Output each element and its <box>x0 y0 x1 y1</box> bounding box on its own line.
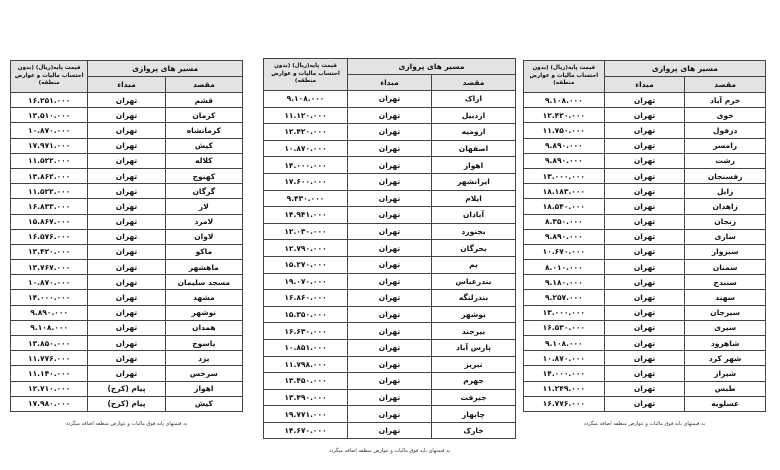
table-row <box>524 275 766 290</box>
fare-table-panel-left <box>10 60 243 427</box>
table-row <box>264 323 516 340</box>
destination-cell: آبادان <box>432 207 516 224</box>
price-cell: ۸.۰۱۰.۰۰۰ <box>524 260 605 275</box>
price-cell: ۹.۸۹۰.۰۰۰ <box>524 153 605 168</box>
destination-cell: دزفول <box>685 123 766 138</box>
destination-cell: قشم <box>165 93 242 108</box>
price-cell: ۱۵.۳۵۰.۰۰۰ <box>264 306 348 323</box>
price-cell: ۱۲.۴۲۰.۰۰۰ <box>524 108 605 123</box>
footnote: به قیمتهای پایه فوق مالیات و عوارض منطقه اضافه میگردد <box>583 420 706 427</box>
price-cell: ۱۷.۹۸۰.۰۰۰ <box>11 396 88 411</box>
table-row <box>524 244 766 259</box>
destination-cell: چابهار <box>432 406 516 423</box>
price-cell: ۱۳.۸۶۲.۰۰۰ <box>11 168 88 183</box>
route-header: مسیر های پروازی <box>604 61 765 77</box>
origin-cell: تهران <box>604 336 685 351</box>
origin-cell: تهران <box>604 290 685 305</box>
price-cell: ۱۴.۹۴۱.۰۰۰ <box>264 207 348 224</box>
origin-cell: تهران <box>604 244 685 259</box>
destination-cell: مسجد سلیمان <box>165 275 242 290</box>
origin-cell: تهران <box>348 373 432 390</box>
destination-cell: ساری <box>685 229 766 244</box>
table-row <box>524 108 766 123</box>
table-row <box>524 153 766 168</box>
origin-cell: تهران <box>348 140 432 157</box>
origin-cell: تهران <box>604 366 685 381</box>
origin-cell: تهران <box>88 138 165 153</box>
table-row <box>264 306 516 323</box>
destination-header: مقصد <box>432 75 516 91</box>
table-row <box>524 199 766 214</box>
table-row <box>524 305 766 320</box>
destination-cell: لامرد <box>165 214 242 229</box>
table-row <box>524 168 766 183</box>
destination-cell: سیری <box>685 320 766 335</box>
table-row <box>264 124 516 141</box>
price-cell: ۱۴.۰۰۰.۰۰۰ <box>524 366 605 381</box>
destination-cell: شاهرود <box>685 336 766 351</box>
origin-cell: تهران <box>348 273 432 290</box>
origin-cell: تهران <box>348 356 432 373</box>
destination-cell: سهند <box>685 290 766 305</box>
destination-cell: سبزوار <box>685 244 766 259</box>
destination-cell: اراک <box>432 91 516 108</box>
price-cell: ۱۶.۵۷۶.۰۰۰ <box>11 229 88 244</box>
origin-cell: تهران <box>348 389 432 406</box>
table-row <box>524 351 766 366</box>
origin-cell: تهران <box>88 244 165 259</box>
table-row <box>524 320 766 335</box>
price-cell: ۱۵.۲۷۰.۰۰۰ <box>264 256 348 273</box>
origin-cell: تهران <box>88 229 165 244</box>
origin-cell: تهران <box>604 93 685 108</box>
price-cell: ۱۰.۶۷۰.۰۰۰ <box>524 244 605 259</box>
table-row <box>11 184 243 199</box>
origin-cell: تهران <box>604 138 685 153</box>
price-cell: ۱۳.۵۱۰.۰۰۰ <box>11 108 88 123</box>
table-row <box>264 356 516 373</box>
price-cell: ۹.۱۸۰.۰۰۰ <box>524 275 605 290</box>
price-cell: ۱۶.۸۶۰.۰۰۰ <box>264 290 348 307</box>
table-row <box>11 351 243 366</box>
price-cell: ۱۳.۴۲۰.۰۰۰ <box>11 244 88 259</box>
price-cell: ۱۱.۵۲۲.۰۰۰ <box>11 153 88 168</box>
destination-cell: سمنان <box>685 260 766 275</box>
origin-cell: پیام (کرج) <box>88 396 165 411</box>
table-row <box>524 93 766 108</box>
fare-table <box>10 60 243 412</box>
origin-cell: تهران <box>604 351 685 366</box>
origin-cell: تهران <box>348 256 432 273</box>
price-cell: ۱۲.۴۲۰.۰۰۰ <box>264 124 348 141</box>
destination-cell: ایرانشهر <box>432 173 516 190</box>
destination-cell: ایلام <box>432 190 516 207</box>
destination-cell: کهنوج <box>165 168 242 183</box>
table-row <box>524 381 766 396</box>
table-row <box>264 389 516 406</box>
price-cell: ۱۳.۴۵۰.۰۰۰ <box>264 373 348 390</box>
destination-header: مقصد <box>165 77 242 93</box>
price-cell: ۹.۱۰۸.۰۰۰ <box>524 336 605 351</box>
destination-cell: اردبیل <box>432 107 516 124</box>
price-cell: ۱۰.۸۷۰.۰۰۰ <box>11 123 88 138</box>
price-cell: ۹.۸۹۰.۰۰۰ <box>11 305 88 320</box>
price-cell: ۱۲.۷۹۰.۰۰۰ <box>264 240 348 257</box>
price-header: قیمت پایه(ریال) (بدون احتساب مالیات و عوارض منطقه) <box>264 59 348 91</box>
price-cell: ۱۱.۲۴۹.۰۰۰ <box>524 381 605 396</box>
price-cell: ۱۸.۵۴۰.۰۰۰ <box>524 199 605 214</box>
table-row <box>264 207 516 224</box>
table-row <box>264 173 516 190</box>
price-cell: ۸.۳۵۰.۰۰۰ <box>524 214 605 229</box>
table-row <box>11 93 243 108</box>
table-row <box>11 275 243 290</box>
price-cell: ۹.۸۹۰.۰۰۰ <box>524 229 605 244</box>
table-row <box>11 336 243 351</box>
table-row <box>11 153 243 168</box>
price-cell: ۱۵.۸۶۷.۰۰۰ <box>11 214 88 229</box>
destination-cell: خوی <box>685 108 766 123</box>
table-row <box>11 229 243 244</box>
destination-cell: بیرجند <box>432 323 516 340</box>
destination-cell: ماکو <box>165 244 242 259</box>
origin-cell: تهران <box>604 381 685 396</box>
table-row <box>11 244 243 259</box>
price-cell: ۱۳.۰۰۰.۰۰۰ <box>524 168 605 183</box>
table-row <box>11 305 243 320</box>
price-cell: ۱۷.۶۰۰.۰۰۰ <box>264 173 348 190</box>
table-row <box>11 123 243 138</box>
destination-cell: جیرفت <box>432 389 516 406</box>
table-row <box>524 184 766 199</box>
origin-cell: تهران <box>348 339 432 356</box>
destination-cell: پارس آباد <box>432 339 516 356</box>
destination-cell: ماهشهر <box>165 260 242 275</box>
price-cell: ۹.۴۳۰.۰۰۰ <box>264 190 348 207</box>
table-row <box>264 406 516 423</box>
table-row <box>11 138 243 153</box>
price-header: قیمت پایه(ریال) (بدون احتساب مالیات و عوارض منطقه) <box>11 61 88 93</box>
origin-cell: تهران <box>604 199 685 214</box>
destination-cell: بوشهر <box>432 306 516 323</box>
price-cell: ۱۰.۸۷۰.۰۰۰ <box>264 140 348 157</box>
price-cell: ۱۱.۷۷۶.۰۰۰ <box>11 351 88 366</box>
destination-cell: خارک <box>432 422 516 439</box>
origin-cell: تهران <box>88 123 165 138</box>
table-row <box>264 240 516 257</box>
origin-cell: تهران <box>348 190 432 207</box>
table-row <box>11 260 243 275</box>
table-row <box>524 260 766 275</box>
destination-cell: یاسوج <box>165 336 242 351</box>
origin-cell: تهران <box>604 168 685 183</box>
origin-cell: تهران <box>88 199 165 214</box>
destination-cell: بندرعباس <box>432 273 516 290</box>
origin-cell: تهران <box>88 153 165 168</box>
footnote: به قیمتهای پایه فوق مالیات و عوارض منطقه اضافه میگردد <box>65 420 188 427</box>
destination-cell: رامسر <box>685 138 766 153</box>
destination-cell: کرمانشاه <box>165 123 242 138</box>
origin-cell: تهران <box>604 260 685 275</box>
table-row <box>264 273 516 290</box>
destination-cell: کرمان <box>165 108 242 123</box>
table-row <box>524 123 766 138</box>
destination-cell: سرخس <box>165 366 242 381</box>
origin-cell: تهران <box>348 306 432 323</box>
table-row <box>524 366 766 381</box>
table-row <box>11 214 243 229</box>
price-cell: ۱۰.۸۷۰.۰۰۰ <box>11 275 88 290</box>
destination-cell: زابل <box>685 184 766 199</box>
price-cell: ۱۹.۰۷۰.۰۰۰ <box>264 273 348 290</box>
origin-cell: تهران <box>604 214 685 229</box>
table-row <box>11 290 243 305</box>
table-row <box>524 396 766 411</box>
table-row <box>524 138 766 153</box>
origin-header: مبداء <box>88 77 165 93</box>
destination-cell: بحرگان <box>432 240 516 257</box>
table-row <box>11 381 243 396</box>
fare-table <box>523 60 766 412</box>
origin-cell: تهران <box>348 240 432 257</box>
origin-cell: تهران <box>88 305 165 320</box>
destination-cell: نوشهر <box>165 305 242 320</box>
price-cell: ۱۶.۶۳۰.۰۰۰ <box>264 323 348 340</box>
origin-cell: تهران <box>88 320 165 335</box>
destination-cell: زنجان <box>685 214 766 229</box>
destination-cell: سیرجان <box>685 305 766 320</box>
route-header: مسیر های پروازی <box>88 61 243 77</box>
table-row <box>264 256 516 273</box>
destination-cell: اهواز <box>432 157 516 174</box>
destination-cell: بجنورد <box>432 223 516 240</box>
origin-cell: تهران <box>604 153 685 168</box>
destination-cell: اصفهان <box>432 140 516 157</box>
destination-cell: ارومیه <box>432 124 516 141</box>
origin-cell: تهران <box>604 320 685 335</box>
origin-cell: تهران <box>88 366 165 381</box>
price-header: قیمت پایه(ریال) (بدون احتساب مالیات و عوارض منطقه) <box>524 61 605 93</box>
destination-cell: تبریز <box>432 356 516 373</box>
price-cell: ۱۶.۵۳۰.۰۰۰ <box>524 320 605 335</box>
price-cell: ۹.۱۰۸.۰۰۰ <box>264 91 348 108</box>
table-row <box>11 396 243 411</box>
origin-cell: پیام (کرج) <box>88 381 165 396</box>
table-row <box>264 140 516 157</box>
table-row <box>264 157 516 174</box>
route-header: مسیر های پروازی <box>348 59 516 75</box>
fare-table-panel-middle <box>263 58 516 454</box>
price-cell: ۱۶.۷۷۶.۰۰۰ <box>524 396 605 411</box>
destination-cell: کیش <box>165 138 242 153</box>
destination-cell: کیش <box>165 396 242 411</box>
table-row <box>264 190 516 207</box>
table-row <box>264 373 516 390</box>
origin-cell: تهران <box>348 207 432 224</box>
destination-cell: لاوان <box>165 229 242 244</box>
table-row <box>264 290 516 307</box>
table-row <box>264 107 516 124</box>
origin-cell: تهران <box>604 275 685 290</box>
price-cell: ۱۷.۹۷۱.۰۰۰ <box>11 138 88 153</box>
price-cell: ۱۳.۰۰۰.۰۰۰ <box>524 305 605 320</box>
destination-cell: رشت <box>685 153 766 168</box>
price-cell: ۱۱.۱۲۰.۰۰۰ <box>264 107 348 124</box>
origin-cell: تهران <box>348 223 432 240</box>
destination-cell: اهواز <box>165 381 242 396</box>
price-cell: ۱۶.۲۵۱.۰۰۰ <box>11 93 88 108</box>
origin-cell: تهران <box>348 290 432 307</box>
price-cell: ۱۳.۷۶۷.۰۰۰ <box>11 260 88 275</box>
table-row <box>11 199 243 214</box>
destination-header: مقصد <box>685 77 766 93</box>
fare-table-panel-right <box>523 60 766 427</box>
origin-cell: تهران <box>604 184 685 199</box>
origin-cell: تهران <box>88 93 165 108</box>
origin-cell: تهران <box>604 396 685 411</box>
origin-cell: تهران <box>348 91 432 108</box>
origin-cell: تهران <box>88 108 165 123</box>
table-row <box>524 214 766 229</box>
origin-cell: تهران <box>348 124 432 141</box>
destination-cell: بم <box>432 256 516 273</box>
origin-cell: تهران <box>348 173 432 190</box>
table-row <box>11 320 243 335</box>
price-cell: ۱۱.۵۲۲.۰۰۰ <box>11 184 88 199</box>
destination-cell: یزد <box>165 351 242 366</box>
destination-cell: طبس <box>685 381 766 396</box>
origin-cell: تهران <box>88 351 165 366</box>
price-cell: ۹.۲۵۷.۰۰۰ <box>524 290 605 305</box>
price-cell: ۱۰.۸۷۰.۰۰۰ <box>524 351 605 366</box>
table-row <box>264 339 516 356</box>
price-cell: ۱۲.۷۱۰.۰۰۰ <box>11 381 88 396</box>
origin-cell: تهران <box>348 422 432 439</box>
origin-cell: تهران <box>604 123 685 138</box>
price-cell: ۱۸.۱۸۳.۰۰۰ <box>524 184 605 199</box>
destination-cell: شهر کرد <box>685 351 766 366</box>
table-row <box>11 366 243 381</box>
price-cell: ۱۶.۸۳۳.۰۰۰ <box>11 199 88 214</box>
destination-cell: خرم آباد <box>685 93 766 108</box>
price-cell: ۱۱.۷۵۰.۰۰۰ <box>524 123 605 138</box>
origin-cell: تهران <box>604 305 685 320</box>
table-row <box>264 422 516 439</box>
table-row <box>11 168 243 183</box>
fare-table-body <box>524 93 766 412</box>
destination-cell: جهرم <box>432 373 516 390</box>
price-cell: ۹.۱۰۸.۰۰۰ <box>524 93 605 108</box>
origin-cell: تهران <box>88 336 165 351</box>
origin-cell: تهران <box>348 323 432 340</box>
table-row <box>11 108 243 123</box>
footnote: به قیمتهای پایه فوق مالیات و عوارض منطقه اضافه میگردد <box>328 448 451 455</box>
price-cell: ۹.۸۹۰.۰۰۰ <box>524 138 605 153</box>
fare-table <box>263 58 516 439</box>
origin-cell: تهران <box>88 184 165 199</box>
destination-cell: عسلویه <box>685 396 766 411</box>
table-row <box>524 336 766 351</box>
table-row <box>524 229 766 244</box>
destination-cell: رفسنجان <box>685 168 766 183</box>
price-cell: ۱۴.۰۰۰.۰۰۰ <box>11 290 88 305</box>
price-cell: ۹.۱۰۸.۰۰۰ <box>11 320 88 335</box>
origin-cell: تهران <box>348 406 432 423</box>
destination-cell: گرگان <box>165 184 242 199</box>
fare-table-body <box>264 91 516 439</box>
table-row <box>264 223 516 240</box>
price-cell: ۱۱.۷۹۸.۰۰۰ <box>264 356 348 373</box>
price-cell: ۱۱.۱۴۰.۰۰۰ <box>11 366 88 381</box>
origin-cell: تهران <box>604 108 685 123</box>
fare-table-body <box>11 93 243 412</box>
price-cell: ۱۳.۴۹۰.۰۰۰ <box>264 389 348 406</box>
origin-header: مبداء <box>604 77 685 93</box>
origin-cell: تهران <box>88 290 165 305</box>
destination-cell: شیراز <box>685 366 766 381</box>
price-cell: ۱۴.۶۷۰.۰۰۰ <box>264 422 348 439</box>
origin-header: مبداء <box>348 75 432 91</box>
origin-cell: تهران <box>604 229 685 244</box>
price-cell: ۱۹.۷۷۱.۰۰۰ <box>264 406 348 423</box>
origin-cell: تهران <box>88 214 165 229</box>
destination-cell: مشهد <box>165 290 242 305</box>
origin-cell: تهران <box>348 107 432 124</box>
destination-cell: سنندج <box>685 275 766 290</box>
origin-cell: تهران <box>88 260 165 275</box>
table-row <box>264 91 516 108</box>
price-cell: ۱۴.۰۰۰.۰۰۰ <box>264 157 348 174</box>
origin-cell: تهران <box>348 157 432 174</box>
price-cell: ۱۳.۸۵۰.۰۰۰ <box>11 336 88 351</box>
destination-cell: همدان <box>165 320 242 335</box>
destination-cell: کلاله <box>165 153 242 168</box>
price-cell: ۱۰.۸۵۱.۰۰۰ <box>264 339 348 356</box>
destination-cell: بندرلنگه <box>432 290 516 307</box>
table-row <box>524 290 766 305</box>
destination-cell: لار <box>165 199 242 214</box>
origin-cell: تهران <box>88 275 165 290</box>
origin-cell: تهران <box>88 168 165 183</box>
destination-cell: زاهدان <box>685 199 766 214</box>
price-cell: ۱۲.۰۳۰.۰۰۰ <box>264 223 348 240</box>
